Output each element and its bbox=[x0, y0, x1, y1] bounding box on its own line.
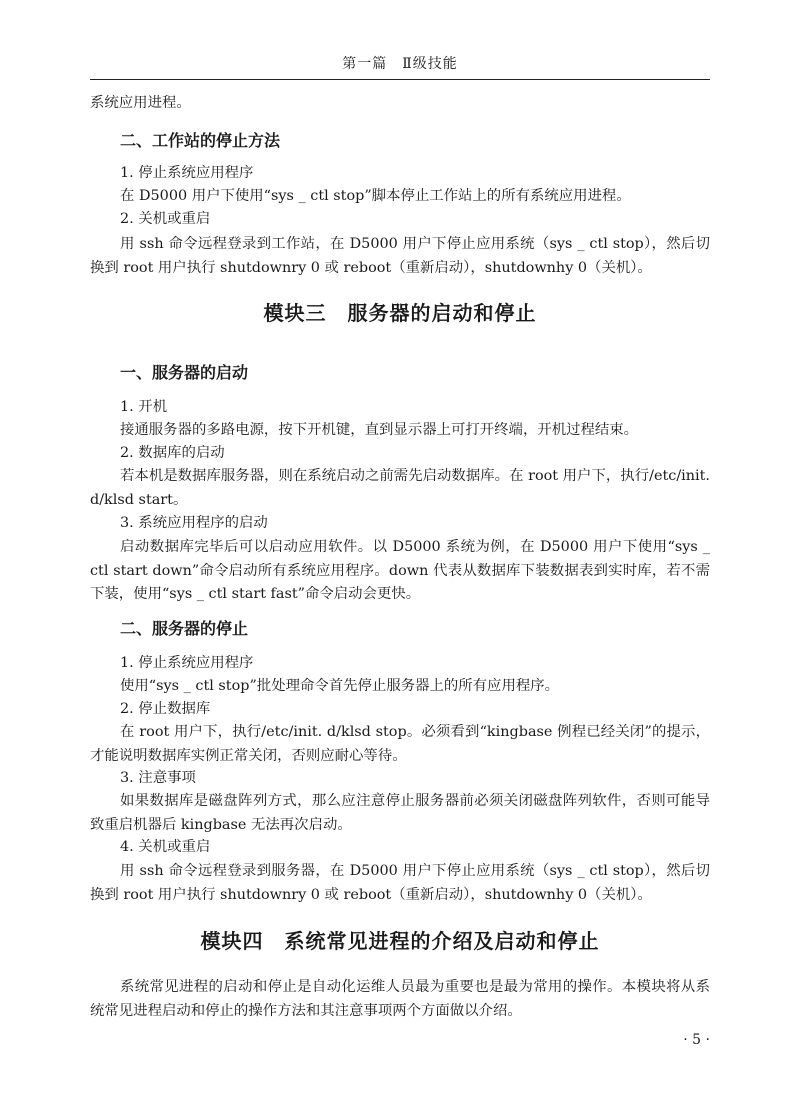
module-heading: 模块三 服务器的启动和停止 bbox=[263, 301, 537, 325]
list-item: 2. 关机或重启 bbox=[120, 211, 211, 227]
paragraph: 在 D5000 用户下使用“sys _ ctl stop”脚本停止工作站上的所有系统应用进程。 bbox=[120, 188, 631, 204]
header-rule bbox=[90, 79, 710, 80]
paragraph: 用 ssh 命令远程登录到服务器，在 D5000 用户下停止应用系统（sys _ ctl stop），然后切换到 root 用户执行 shutdownry 0 或 reboot（重新启动），shutdownhy 0（关机）。 bbox=[90, 863, 710, 903]
paragraph: 在 root 用户下，执行/etc/init. d/klsd stop。必须看到“kingbase 例程已经关闭”的提示，才能说明数据库实例正常关闭，否则应耐心等待。 bbox=[90, 724, 710, 764]
section-heading: 二、服务器的停止 bbox=[120, 619, 249, 638]
module-heading: 模块四 系统常见进程的介绍及启动和停止 bbox=[200, 929, 600, 953]
list-item: 2. 停止数据库 bbox=[120, 701, 211, 717]
paragraph: 使用“sys _ ctl stop”批处理命令首先停止服务器上的所有应用程序。 bbox=[120, 678, 560, 694]
paragraph: 系统常见进程的启动和停止是自动化运维人员最为重要也是最为常用的操作。本模块将从系统常见进程启动和停止的操作方法和其注意事项两个方面做以介绍。 bbox=[90, 979, 710, 1019]
list-item: 4. 关机或重启 bbox=[120, 839, 211, 855]
list-item: 1. 停止系统应用程序 bbox=[120, 165, 254, 181]
list-item: 3. 注意事项 bbox=[120, 770, 196, 786]
paragraph: 用 ssh 命令远程登录到工作站，在 D5000 用户下停止应用系统（sys _ ctl stop），然后切换到 root 用户执行 shutdownry 0 或 reboot（重新启动），shutdownhy 0（关机）。 bbox=[90, 236, 710, 276]
paragraph: 接通服务器的多路电源，按下开机键，直到显示器上可打开终端，开机过程结束。 bbox=[120, 422, 639, 438]
paragraph: 系统应用进程。 bbox=[90, 95, 191, 111]
section-heading: 二、工作站的停止方法 bbox=[120, 131, 281, 150]
paragraph: 启动数据库完毕后可以启动应用软件。以 D5000 系统为例，在 D5000 用户下使用“sys _ ctl start down”命令启动所有系统应用程序。down 代表从数据库下装数据表到实时库，若不需下装，使用“sys _ ctl start fast”命令启动会更快。 bbox=[90, 539, 710, 602]
list-item: 1. 开机 bbox=[120, 399, 168, 415]
paragraph: 若本机是数据库服务器，则在系统启动之前需先启动数据库。在 root 用户下，执行/etc/init. d/klsd start。 bbox=[90, 468, 710, 508]
list-item: 2. 数据库的启动 bbox=[120, 445, 225, 461]
list-item: 1. 停止系统应用程序 bbox=[120, 655, 254, 671]
list-item: 3. 系统应用程序的启动 bbox=[120, 515, 268, 531]
running-head: 第一篇 Ⅱ级技能 bbox=[342, 56, 458, 72]
paragraph: 如果数据库是磁盘阵列方式，那么应注意停止服务器前必须关闭磁盘阵列软件，否则可能导致重启机器后 kingbase 无法再次启动。 bbox=[90, 793, 710, 833]
page-number: · 5 · bbox=[683, 1032, 710, 1048]
section-heading: 一、服务器的启动 bbox=[120, 363, 249, 382]
